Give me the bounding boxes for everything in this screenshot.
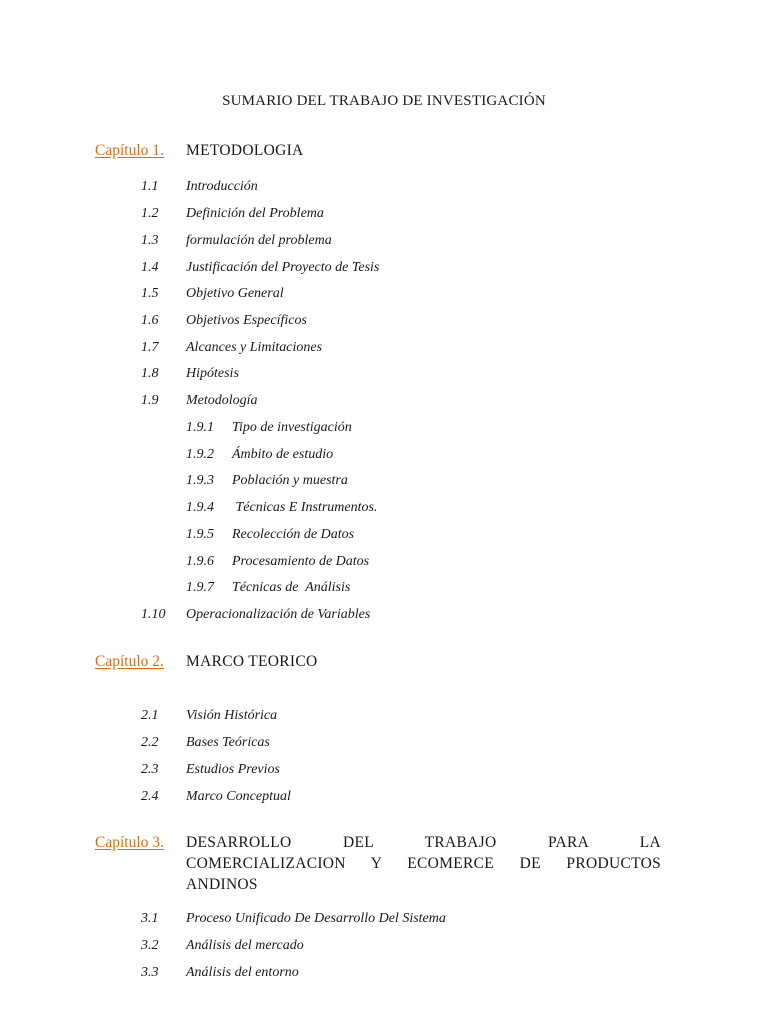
chapter-3-title: [186, 832, 661, 895]
chapter-3-label[interactable]: Capítulo 3.: [95, 834, 164, 851]
chapter-3-title-line: ANDINOS: [186, 876, 258, 893]
chapter-1-title: METODOLOGIA: [186, 142, 304, 159]
chapter-2-label[interactable]: Capítulo 2.: [95, 653, 164, 670]
chapter-2-title: MARCO TEORICO: [186, 653, 318, 670]
chapter-3-title-line: DESARROLLO DEL TRABAJO PARA LA: [186, 834, 661, 851]
chapter-1-label[interactable]: Capítulo 1.: [95, 142, 164, 159]
document-title: SUMARIO DEL TRABAJO DE INVESTIGACIÓN: [222, 93, 546, 109]
chapter-3-title-line: COMERCIALIZACION Y ECOMERCE DE PRODUCTOS: [186, 855, 661, 872]
document-page: SUMARIO DEL TRABAJO DE INVESTIGACIÓN Capítulo 1. METODOLOGIA 1.1 Introducción 1.2 Definición del Problema 1.3 formulación del problema 1.4 Justificación del Proyecto de Tesis 1.5 Objetivo General 1.6 Objetivos Específicos 1.7 Alcances y Limitaciones 1.8 Hipótesis 1.9 Metodología 1.9.1 Tipo de investigación 1.9.2 Ámbito de estudio 1.9.3 Población y muestra 1.9.4 Técnicas E Instrumentos. 1.9.5 Recolección de Datos 1.9.6 Procesamiento de Datos 1.9.7 Técnicas de Análisis 1.10 Operacionalización de Variables Capítulo 2. MARCO TEORICO 2.1 Visión Histórica 2.2 Bases Teóricas 2.3 Estudios Previos 2.4 Marco Conceptual Capítulo 3. DESARROLLO DEL TRABAJO PARA LA COMERCIALIZACION Y ECOMERCE DE PRODUCTOS ANDINOS 3.1 Proceso Unificado De Desarrollo Del Sistema 3.2 Análisis del mercado 3.3 Análisis del entorno: [0, 0, 768, 1024]
